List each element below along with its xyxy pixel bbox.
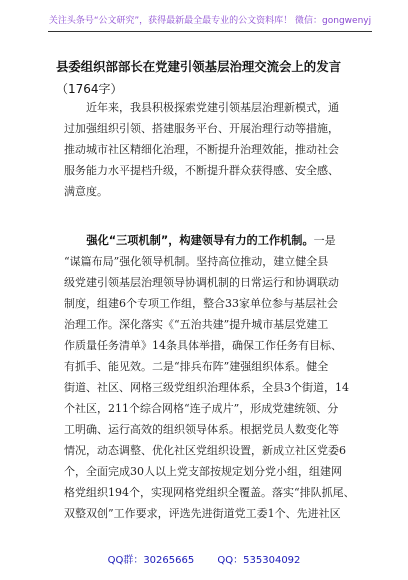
footer-contact	[0, 551, 408, 566]
text-line: 情况，动态调整、优化社区党组织设置，新成立社区党委6	[64, 444, 346, 457]
text-line: 双整双创”工作要求，评选先进街道党工委1个、先进社区	[64, 507, 341, 520]
text-line: 个社区，211个综合网格“连子成片”，形成党建统领、分	[64, 402, 339, 415]
text-line: 级党建引领基层治理领导协调机制的日常运行和协调联动	[64, 276, 339, 289]
text-line: 服务能力水平提档升级，不断提升群众获得感、安全感、	[64, 164, 339, 177]
qq-number: QQ：535304092	[217, 555, 301, 566]
text-line: 制度，组建6个专项工作组，整合33家单位参与基层社会	[64, 297, 338, 310]
paragraph-mechanism	[64, 230, 356, 524]
section-heading: 强化“三项机制”，构建领导有力的工作机制。	[64, 234, 314, 247]
text-line: 近年来，我县积极探索党建引领基层治理新模式，通	[64, 101, 339, 114]
text-run: 一是	[313, 234, 336, 247]
text-line: 作质量任务清单》14条具体举措，确保工作任务有目标、	[64, 339, 342, 352]
text-line	[64, 230, 356, 251]
text-line: 治理工作。深化落实《“五治共建”提升城市基层党建工	[64, 318, 329, 331]
text-line: 过加强组织引领、搭建服务平台、开展治理行动等措施，	[64, 122, 339, 135]
header-banner: 关注头条号“公文研究”，获得最新最全最专业的公文资料库！ 微信：gongwenyj	[48, 16, 372, 26]
word-count: （1764字）	[56, 82, 123, 96]
text-line: 推动城市社区精细化治理，不断提升治理效能，推动社会	[64, 143, 339, 156]
header-divider	[48, 31, 372, 32]
text-line: 街道、社区、网格三级党组织治理体系，全县3个街道，14	[64, 381, 349, 394]
paragraph-intro	[64, 97, 356, 202]
text-line: 格党组织194个，实现网格党组织全覆盖。落实“排队抓尾、	[64, 486, 355, 499]
text-line: 工明确、运行高效的组织领导体系。根据党员人数变化等	[64, 423, 339, 436]
document-title: 县委组织部部长在党建引领基层治理交流会上的发言	[56, 59, 341, 74]
text-line: 有抓手、能见效。二是“排兵布阵”建强组织体系。健全	[64, 360, 329, 373]
text-line: 满意度。	[64, 185, 108, 198]
qq-group: QQ群：30265665	[107, 555, 195, 566]
text-line: “谋篇布局”强化领导机制。坚持高位推动，建立健全县	[64, 255, 329, 268]
text-line: 个，全面完成30人以上党支部按规定划分党小组，组建网	[64, 465, 342, 478]
